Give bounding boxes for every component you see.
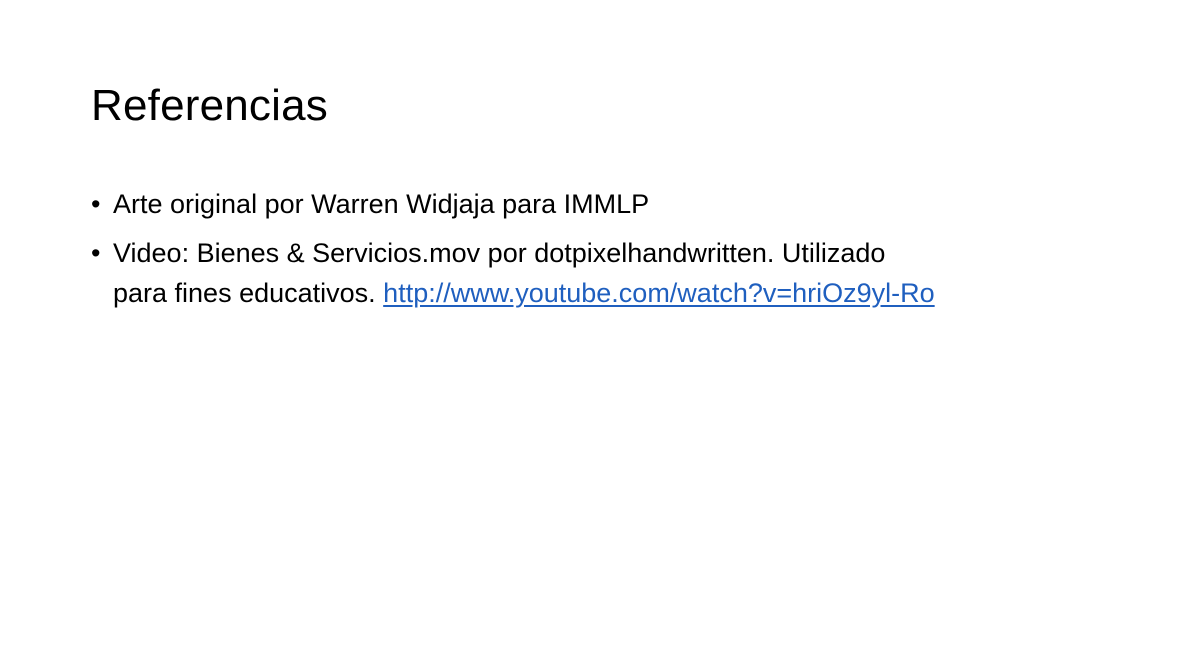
reference-text-prefix: para fines educativos. [113,278,384,308]
slide-title: Referencias [91,81,328,130]
reference-text-line-1: Video: Bienes & Servicios.mov por dotpixelhandwritten. Utilizado [113,238,886,268]
reference-text: Arte original por Warren Widjaja para IMMLP [113,189,650,219]
bullet-icon: • [91,238,101,268]
list-item [91,184,1131,224]
reference-text-line-2 [113,273,1131,313]
youtube-link[interactable]: http://www.youtube.com/watch?v=hriOz9yl-Ro [383,278,935,308]
bullet-icon: • [91,189,101,219]
list-item [91,233,1131,313]
references-list [91,184,1131,322]
